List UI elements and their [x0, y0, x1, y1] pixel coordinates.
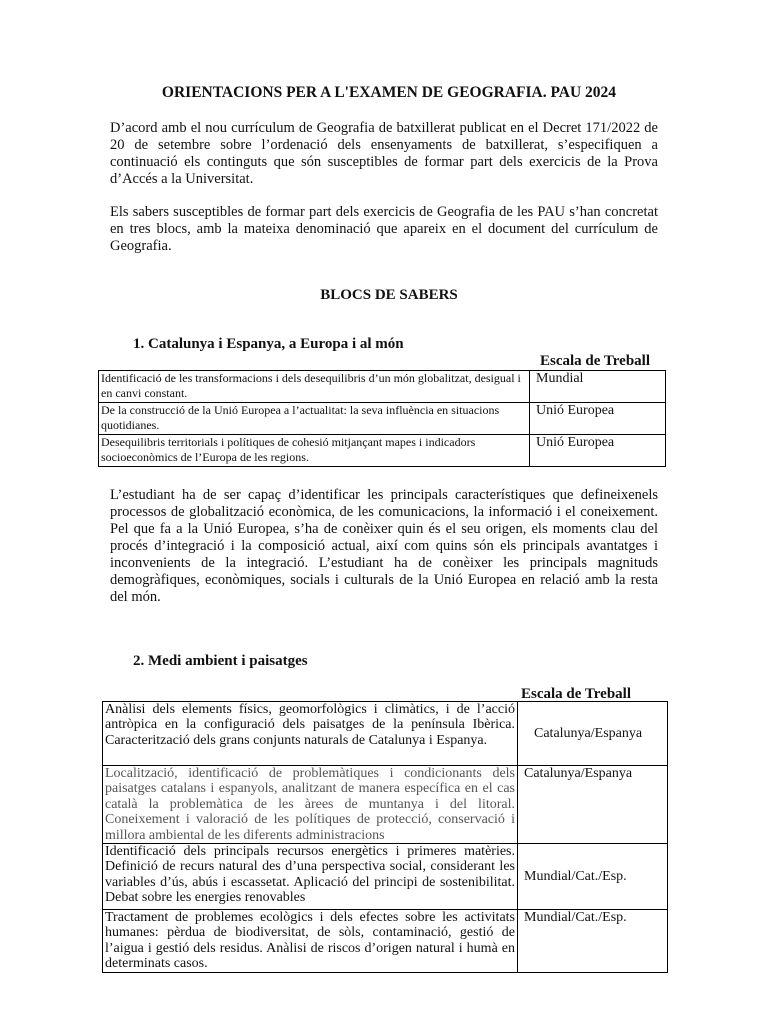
table-cell-scale: Mundial/Cat./Esp. [518, 910, 668, 973]
blocs-heading: BLOCS DE SABERS [320, 287, 458, 303]
section-1-scale-header: Escala de Treball [540, 353, 651, 369]
table-cell-description: Identificació de les transformacions i dels desequilibris d’un món globalitzat, desigual i en canvi constant. [99, 371, 530, 403]
table-row [99, 435, 666, 467]
table-row [99, 371, 666, 403]
table-cell-scale: Mundial/Cat./Esp. [518, 844, 668, 910]
table-cell-description: Identificació dels principals recursos energètics i primeres matèries. Definició de recurs natural des d’una perspectiva social, considerant les variables d’ús, abús i escassetat. Aplicació del principi de sostenibilitat. Debat sobre les energies renovables [103, 844, 518, 910]
table-cell-description: Tractament de problemes ecològics i dels efectes sobre les activitats humanes: pèrdua de biodiversitat, de sòls, contaminació, gestió de l’aigua i gestió dels residus. Anàlisi de riscos d’origen natural i humà en determinats casos. [103, 910, 518, 973]
section-1-heading: 1. Catalunya i Espanya, a Europa i al món [133, 336, 404, 352]
page-title: ORIENTACIONS PER A L'EXAMEN DE GEOGRAFIA. PAU 2024 [161, 84, 617, 101]
table-row [99, 403, 666, 435]
table-cell-description: De la construcció de la Unió Europea a l’actualitat: la seva influència en situacions quotidianes. [99, 403, 530, 435]
intro-paragraph-2: Els sabers susceptibles de formar part dels exercicis de Geografia de les PAU s’han concretat en tres blocs, amb la mateixa denominació que apareix en el document del currículum de Geografia. [110, 204, 658, 254]
section-1-paragraph: L’estudiant ha de ser capaç d’identificar les principals característiques que defineixenels processos de globalització econòmica, de les comunicacions, la informació i el coneixement. Pel que fa a la Unió Europea, s’ha de conèixer quin és el seu origen, els moments clau del procés d’integració i la composició actual, així com quins són els principals avantatges i inconvenients de la integració. L’estudiant ha de conèixer les principals magnituds demogràfiques, econòmiques, socials i culturals de la Unió Europea en relació amb la resta del món. [110, 487, 658, 605]
table-cell-scale: Catalunya/Espanya [518, 702, 668, 766]
section-2-table [102, 701, 668, 973]
table-cell-description: Localització, identificació de problemàtiques i condicionants dels paisatges catalans i espanyols, analitzant de manera específica en el cas català la problemàtica de les àrees de muntanya i del litoral. Coneixement i valoració de les polítiques de protecció, conservació i millora ambiental de les diferents administracions [103, 766, 518, 844]
table-cell-description: Desequilibris territorials i polítiques de cohesió mitjançant mapes i indicadors socioeconòmics de l’Europa de les regions. [99, 435, 530, 467]
section-1-table [98, 370, 666, 467]
intro-paragraph-1: D’acord amb el nou currículum de Geografia de batxillerat publicat en el Decret 171/2022 de 20 de setembre sobre l’ordenació dels ensenyaments de batxillerat, s’especifiquen a continuació els continguts que són susceptibles de formar part dels exercicis de la Prova d’Accés a la Universitat. [110, 120, 658, 187]
table-cell-scale: Unió Europea [530, 403, 666, 435]
table-row [103, 766, 668, 844]
table-cell-scale: Catalunya/Espanya [518, 766, 668, 844]
section-2-scale-header: Escala de Treball [521, 686, 632, 702]
table-row [103, 844, 668, 910]
table-cell-description: Anàlisi dels elements físics, geomorfològics i climàtics, i de l’acció antròpica en la configuració dels paisatges de la península Ibèrica. Caracterització dels grans conjunts naturals de Catalunya i Espanya. [103, 702, 518, 766]
table-row [103, 910, 668, 973]
table-row [103, 702, 668, 766]
table-cell-scale: Mundial [530, 371, 666, 403]
table-cell-scale: Unió Europea [530, 435, 666, 467]
section-2-heading: 2. Medi ambient i paisatges [133, 653, 308, 669]
